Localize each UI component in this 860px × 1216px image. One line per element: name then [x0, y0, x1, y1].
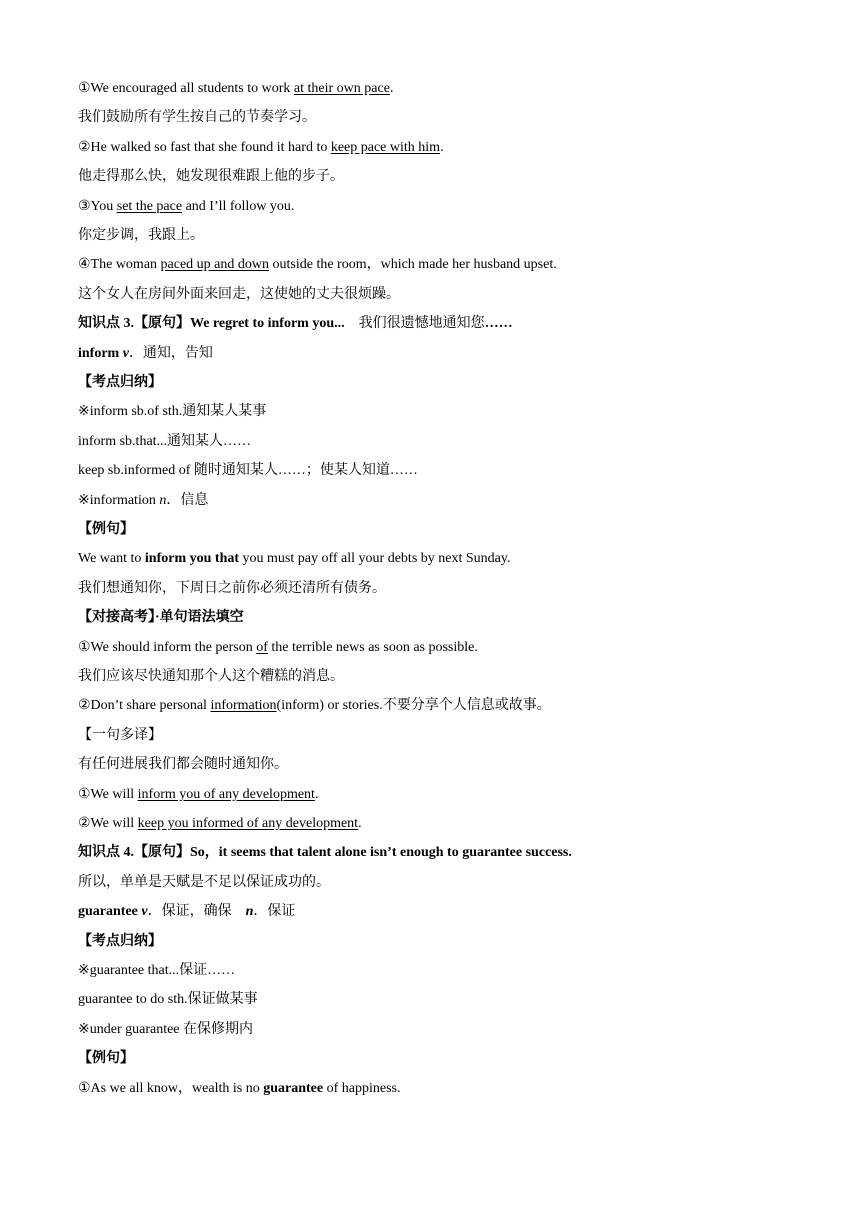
- text-line: [78, 902, 295, 922]
- text-run: 这个女人在房间外面来回走，这使她的丈夫很烦躁。: [78, 286, 400, 302]
- answer-underline: information: [210, 698, 277, 714]
- answer-underline: paced up and down: [160, 257, 269, 273]
- text-line: [78, 402, 266, 422]
- text-run: you must pay off all your debts by next Sunday.: [239, 551, 511, 567]
- text-run: .: [389, 81, 394, 96]
- text-run: n: [159, 492, 167, 508]
- answer-underline: at their own pace: [293, 81, 390, 96]
- text-run: and I’ll follow you.: [182, 198, 295, 214]
- text-run: 有任何进展我们都会随时通知你。: [78, 757, 288, 773]
- text-line: [78, 932, 162, 952]
- text-line: [78, 755, 288, 775]
- text-line: [78, 255, 557, 275]
- text-line: [78, 373, 162, 393]
- text-run: 知识点 3.【原句】We regret to inform you...: [78, 316, 345, 332]
- text-run: ④The woman: [78, 257, 161, 273]
- text-line: [78, 843, 572, 863]
- text-run: ※information: [78, 492, 160, 508]
- text-line: [78, 873, 330, 893]
- text-run: ※guarantee that...保证……: [78, 963, 236, 978]
- text-run: n: [245, 904, 254, 920]
- text-run: ……: [484, 316, 513, 332]
- text-run: 【一句多译】: [78, 727, 162, 743]
- text-line: [78, 608, 244, 628]
- text-run: inform: [78, 345, 123, 361]
- text-line: [78, 1020, 253, 1040]
- text-line: [78, 138, 444, 158]
- text-run: guarantee to do sth.保证做某事: [78, 992, 258, 1008]
- text-run: ①We encouraged all students to work: [78, 81, 294, 96]
- text-line: [78, 432, 251, 452]
- text-run: ．保证: [253, 904, 296, 920]
- text-run: v: [122, 345, 129, 361]
- text-run: ※inform sb.of sth.通知某人某事: [78, 404, 267, 420]
- text-run: 我们想通知你，下周日之前你必须还清所有债务。: [78, 580, 386, 596]
- text-line: [78, 167, 344, 187]
- text-run: ②Don’t share personal: [78, 698, 211, 714]
- text-run: .: [440, 139, 444, 155]
- text-line: [78, 549, 510, 569]
- text-line: [78, 520, 134, 540]
- text-run: ③You: [78, 198, 117, 214]
- text-run: keep sb.informed of 随时通知某人……；使某人知道……: [78, 463, 418, 479]
- text-line: [78, 785, 318, 805]
- text-run: guarantee: [78, 904, 142, 920]
- text-run: ②He walked so fast that she found it hard to: [78, 139, 331, 155]
- text-run: inform you that: [144, 551, 240, 567]
- text-line: [78, 638, 478, 658]
- text-run: of happiness.: [323, 1080, 401, 1096]
- text-run: ※under guarantee 在保修期内: [78, 1021, 254, 1037]
- text-line: [78, 226, 204, 246]
- text-line: [78, 990, 258, 1010]
- text-line: [78, 314, 513, 334]
- text-line: [78, 1049, 134, 1069]
- text-line: [78, 696, 551, 716]
- text-run: ①We will: [78, 786, 138, 802]
- text-line: [78, 1079, 400, 1099]
- text-run: We want to: [78, 551, 145, 567]
- text-run: the terrible news as soon as possible.: [267, 639, 478, 655]
- text-run: .: [358, 816, 362, 831]
- text-line: [78, 814, 362, 834]
- text-run: (inform) or stories.不要分享个人信息或故事。: [276, 698, 551, 714]
- text-run: ②We will: [78, 816, 138, 831]
- text-run: outside the room，which made her husband upset.: [269, 257, 557, 273]
- text-run: 你定步调，我跟上。: [78, 228, 204, 243]
- text-run: ．通知，告知: [128, 345, 213, 361]
- text-run: 所以，单单是天赋是不足以保证成功的。: [78, 874, 330, 890]
- text-run: 他走得那么快，她发现很难跟上他的步子。: [78, 169, 344, 185]
- text-run: 【考点归纳】: [78, 933, 162, 949]
- text-run: 【例句】: [78, 1051, 134, 1067]
- text-run: 【对接高考】·单句语法填空: [78, 610, 244, 626]
- text-run: 我们很遗憾地通知您: [344, 316, 485, 332]
- text-line: [78, 108, 316, 128]
- text-run: ①As we all know，wealth is no: [78, 1080, 264, 1096]
- text-line: [78, 344, 213, 364]
- answer-underline: keep you informed of any development: [137, 816, 359, 831]
- text-line: [78, 79, 393, 99]
- text-run: 我们应该尽快通知那个人这个糟糕的消息。: [78, 669, 344, 684]
- text-run: 我们鼓励所有学生按自己的节奏学习。: [78, 110, 316, 126]
- text-line: [78, 461, 418, 481]
- text-line: [78, 579, 386, 599]
- answer-underline: inform you of any development: [137, 786, 315, 802]
- text-line: [78, 285, 400, 305]
- text-run: inform sb.that...通知某人……: [78, 433, 252, 449]
- text-run: ．保证，确保: [147, 904, 246, 920]
- text-run: 【例句】: [78, 522, 134, 537]
- text-line: [78, 961, 235, 981]
- text-run: 【考点归纳】: [78, 375, 162, 390]
- answer-underline: of: [256, 639, 268, 655]
- text-run: .: [314, 786, 319, 802]
- answer-underline: keep pace with him: [330, 139, 441, 155]
- text-line: [78, 197, 294, 217]
- text-run: 知识点 4.【原句】So，it seems that talent alone isn’t enough to guarantee success.: [78, 845, 572, 861]
- text-run: v: [141, 904, 148, 920]
- text-line: [78, 667, 344, 687]
- text-run: guarantee: [263, 1080, 324, 1096]
- text-run: ．信息: [166, 492, 209, 508]
- text-line: [78, 491, 208, 511]
- answer-underline: set the pace: [116, 198, 183, 214]
- text-run: ①We should inform the person: [78, 639, 257, 655]
- text-line: [78, 726, 162, 746]
